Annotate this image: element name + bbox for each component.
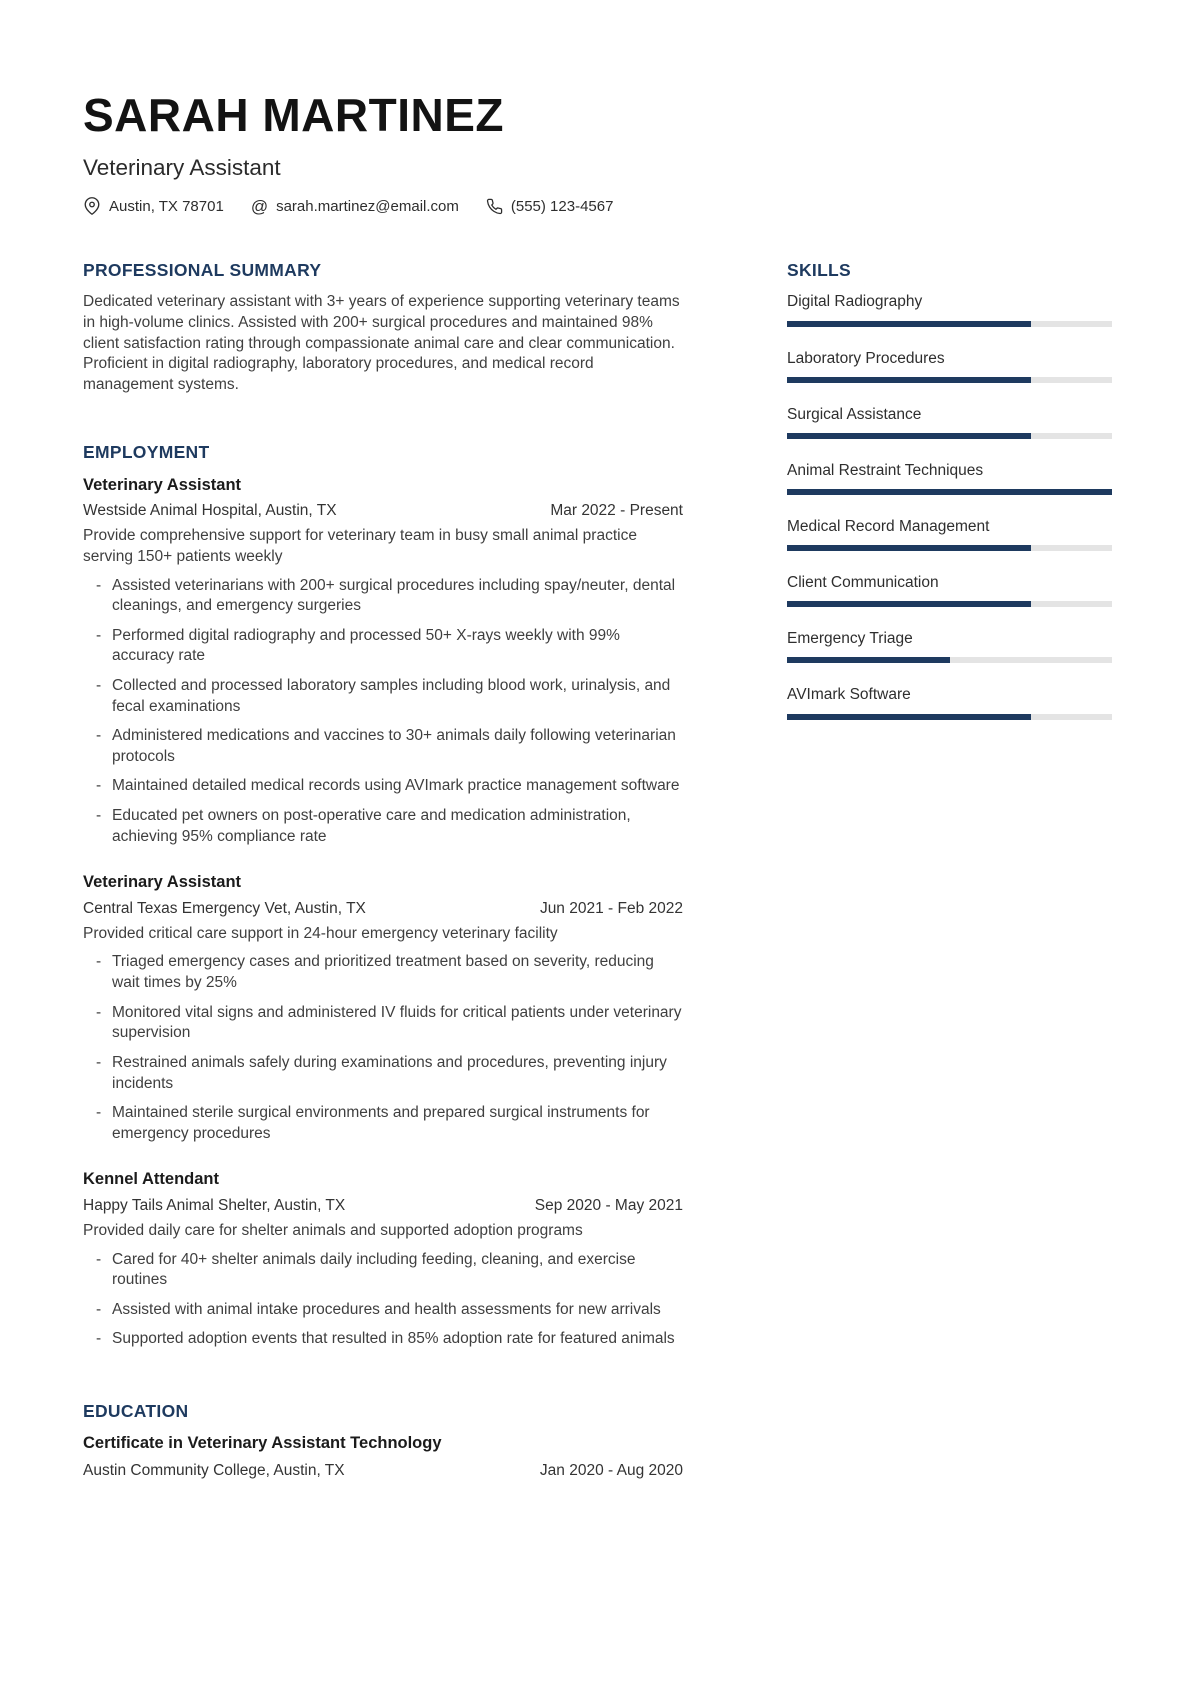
- job-description: Provided daily care for shelter animals and supported adoption programs: [83, 1221, 583, 1239]
- job-meta: [83, 899, 683, 919]
- phone-icon: [486, 198, 503, 215]
- job-bullet: - Assisted with animal intake procedures and health assessments for new arrivals: [83, 1300, 683, 1321]
- skill-name: AVImark Software: [787, 686, 911, 704]
- skill-item: [787, 461, 1112, 495]
- skill-item: [787, 573, 1112, 607]
- section-education: [83, 1402, 683, 1481]
- skill-bar-fill: [787, 657, 950, 663]
- skill-bar-fill: [787, 489, 1112, 495]
- skill-bar-track: [787, 489, 1112, 495]
- skill-name: Laboratory Procedures: [787, 349, 945, 367]
- email-at-icon: @: [250, 196, 269, 216]
- skills-list: [787, 292, 1112, 719]
- skills-heading: SKILLS: [787, 260, 852, 280]
- job-bullet: - Cared for 40+ shelter animals daily including feeding, cleaning, and exercise routines: [83, 1250, 683, 1291]
- job-bullets: [83, 1250, 683, 1350]
- job-bullet: - Maintained detailed medical records using AVImark practice management software: [83, 776, 683, 797]
- skill-item: [787, 629, 1112, 663]
- education-heading: EDUCATION: [83, 1400, 189, 1421]
- job-title: Veterinary Assistant: [83, 475, 242, 494]
- location-pin-icon: [83, 197, 101, 215]
- contact-location: [83, 197, 224, 215]
- person-name: SARAH MARTINEZ: [83, 89, 504, 141]
- job-title: Kennel Attendant: [83, 1170, 219, 1189]
- skill-item: [787, 292, 1112, 326]
- section-employment: [83, 443, 683, 1350]
- summary-text: Dedicated veterinary assistant with 3+ years of experience supporting veterinary teams in high-volume clinics. Assisted with 200+ surgical procedures and maintained 98% client satisfaction rating through compassionate animal care and clear communication. Proficient in digital radiography, laboratory procedures, and medical record management systems.: [83, 293, 680, 393]
- job-bullet: - Maintained sterile surgical environments and prepared surgical instruments for emergency procedures: [83, 1103, 683, 1144]
- job-meta: [83, 1196, 683, 1216]
- person-title: Veterinary Assistant: [83, 155, 281, 180]
- job-bullet: - Assisted veterinarians with 200+ surgical procedures including spay/neuter, dental cleanings, and emergency surgeries: [83, 576, 683, 617]
- skill-name: Medical Record Management: [787, 517, 990, 535]
- skills-column: [787, 261, 1112, 1481]
- job-description: Provide comprehensive support for veterinary team in busy small animal practice serving 150+ patients weekly: [83, 527, 637, 565]
- education-meta: [83, 1461, 683, 1481]
- skill-bar-fill: [787, 433, 1031, 439]
- skill-item: [787, 685, 1112, 719]
- job-bullets: [83, 576, 683, 848]
- section-professional-summary: [83, 261, 683, 395]
- skill-item: [787, 349, 1112, 383]
- job-description: Provided critical care support in 24-hour emergency veterinary facility: [83, 924, 558, 942]
- skill-name: Animal Restraint Techniques: [787, 461, 984, 479]
- skill-bar-track: [787, 321, 1112, 327]
- main-column: [83, 261, 683, 1481]
- job-bullet: - Monitored vital signs and administered IV fluids for critical patients under veterinary supervision: [83, 1003, 683, 1044]
- employment-heading: EMPLOYMENT: [83, 442, 210, 463]
- resume-header: [83, 89, 1112, 216]
- skill-bar-track: [787, 657, 1112, 663]
- job-company: Westside Animal Hospital, Austin, TX: [83, 502, 337, 520]
- job-dates: Jun 2021 - Feb 2022: [539, 899, 683, 917]
- contact-location-text: Austin, TX 78701: [109, 197, 224, 215]
- job-entry: [83, 1169, 683, 1350]
- skill-name: Digital Radiography: [787, 293, 923, 311]
- job-bullet: - Performed digital radiography and processed 50+ X-rays weekly with 99% accuracy rate: [83, 626, 683, 667]
- education-degree: Certificate in Veterinary Assistant Technology: [83, 1434, 442, 1453]
- skill-bar-fill: [787, 321, 1031, 327]
- summary-heading: PROFESSIONAL SUMMARY: [83, 260, 322, 280]
- skill-bar-track: [787, 714, 1112, 720]
- contact-email-text: sarah.martinez@email.com: [276, 197, 459, 215]
- job-bullets: [83, 952, 683, 1144]
- content-columns: [83, 261, 1112, 1481]
- skill-item: [787, 517, 1112, 551]
- job-bullet: - Triaged emergency cases and prioritized treatment based on severity, reducing wait times by 25%: [83, 952, 683, 993]
- job-bullet: - Administered medications and vaccines to 30+ animals daily following veterinarian protocols: [83, 726, 683, 767]
- education-school: Austin Community College, Austin, TX: [83, 1461, 345, 1479]
- section-skills: [787, 261, 1112, 720]
- skill-bar-fill: [787, 601, 1031, 607]
- skill-bar-fill: [787, 545, 1031, 551]
- job-bullet: - Collected and processed laboratory samples including blood work, urinalysis, and fecal examinations: [83, 676, 683, 717]
- skill-bar-fill: [787, 714, 1031, 720]
- skill-bar-track: [787, 545, 1112, 551]
- skill-bar-track: [787, 601, 1112, 607]
- education-dates: Jan 2020 - Aug 2020: [539, 1461, 683, 1479]
- job-company: Central Texas Emergency Vet, Austin, TX: [83, 899, 366, 917]
- skill-bar-track: [787, 377, 1112, 383]
- skill-bar-track: [787, 433, 1112, 439]
- job-dates: Sep 2020 - May 2021: [534, 1196, 683, 1214]
- skill-name: Client Communication: [787, 574, 939, 592]
- contact-row: [83, 197, 1112, 215]
- job-entry: [83, 872, 683, 1144]
- job-entry: [83, 475, 683, 848]
- skill-item: [787, 405, 1112, 439]
- job-title: Veterinary Assistant: [83, 873, 242, 892]
- skill-name: Emergency Triage: [787, 630, 913, 648]
- job-bullet: - Restrained animals safely during examinations and procedures, preventing injury incidents: [83, 1053, 683, 1094]
- contact-phone: [486, 198, 614, 215]
- skill-name: Surgical Assistance: [787, 405, 922, 423]
- job-company: Happy Tails Animal Shelter, Austin, TX: [83, 1196, 346, 1214]
- job-bullet: - Educated pet owners on post-operative care and medication administration, achieving 95% compliance rate: [83, 806, 683, 847]
- job-bullet: - Supported adoption events that resulted in 85% adoption rate for featured animals: [83, 1329, 683, 1350]
- contact-phone-text: (555) 123-4567: [510, 197, 614, 215]
- job-meta: [83, 501, 683, 521]
- skill-bar-fill: [787, 377, 1031, 383]
- job-dates: Mar 2022 - Present: [550, 502, 683, 520]
- contact-email: [251, 198, 459, 215]
